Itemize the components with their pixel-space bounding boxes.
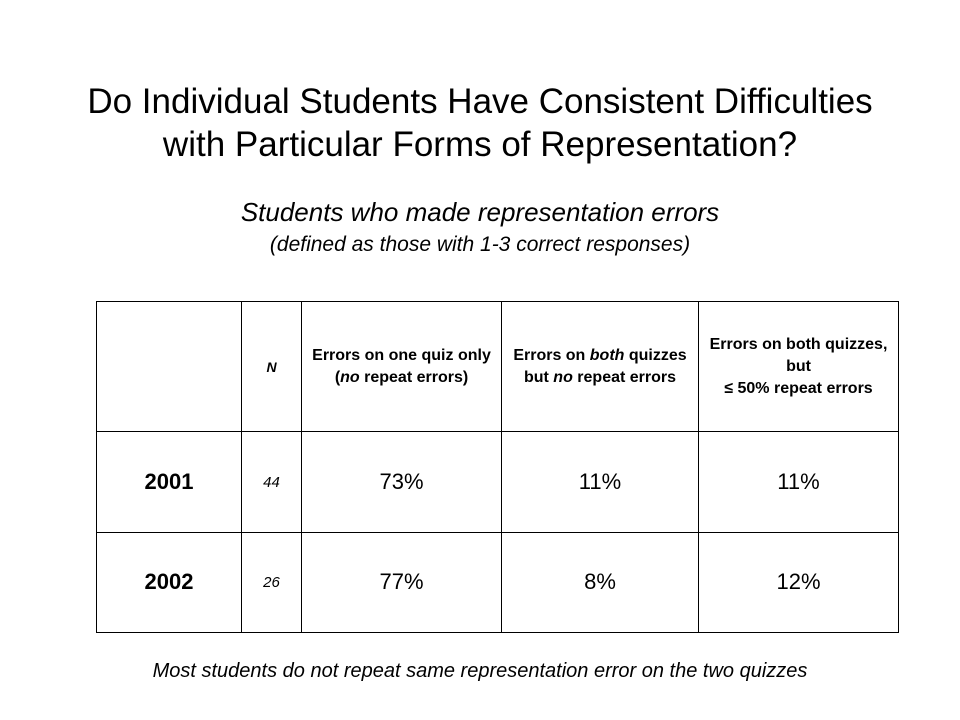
row-both-le50-repeat: 11% — [699, 432, 899, 532]
table-row — [97, 432, 899, 532]
header-col3-text-a: Errors on both quizzes, but — [709, 335, 888, 375]
results-table — [96, 301, 899, 633]
slide-subtitle: Students who made representation errors — [240, 197, 720, 227]
header-col1-text-a: Errors on one quiz only ( — [312, 346, 491, 386]
header-col2-emph-both: both — [589, 346, 625, 364]
row-both-no-repeat: 8% — [502, 532, 699, 632]
slide-footer-note: Most students do not repeat same representation error on the two quizzes — [152, 660, 808, 682]
header-blank-cell — [97, 302, 242, 432]
table-header-row — [97, 302, 899, 432]
header-n: N — [242, 302, 302, 432]
header-col1-text-c: repeat errors) — [359, 368, 469, 386]
header-col2-text-c: quizzes but — [523, 346, 687, 386]
row-n: 44 — [242, 432, 302, 532]
slide-title-line-2: with Particular Forms of Representation? — [162, 125, 798, 164]
header-col2-text-e: repeat errors — [572, 368, 677, 386]
header-errors-both-le50-repeat — [699, 302, 899, 432]
le-symbol: ≤ — [724, 379, 734, 397]
row-year: 2001 — [97, 432, 242, 532]
header-errors-one-quiz-only — [302, 302, 502, 432]
row-one-quiz-only: 77% — [302, 532, 502, 632]
row-one-quiz-only: 73% — [302, 432, 502, 532]
row-both-no-repeat: 11% — [502, 432, 699, 532]
row-year: 2002 — [97, 532, 242, 632]
slide-title — [0, 80, 960, 166]
row-both-le50-repeat: 12% — [699, 532, 899, 632]
header-col1-emph: no — [340, 368, 360, 386]
header-col3-text-b: 50% repeat errors — [733, 379, 873, 397]
header-errors-both-no-repeat — [502, 302, 699, 432]
row-n: 26 — [242, 532, 302, 632]
header-col2-text-a: Errors on — [513, 346, 590, 364]
slide-subnote: (defined as those with 1-3 correct responses) — [269, 233, 691, 256]
table-row — [97, 532, 899, 632]
slide-title-line-1: Do Individual Students Have Consistent Difficulties — [87, 82, 873, 121]
header-col2-emph-no: no — [553, 368, 573, 386]
